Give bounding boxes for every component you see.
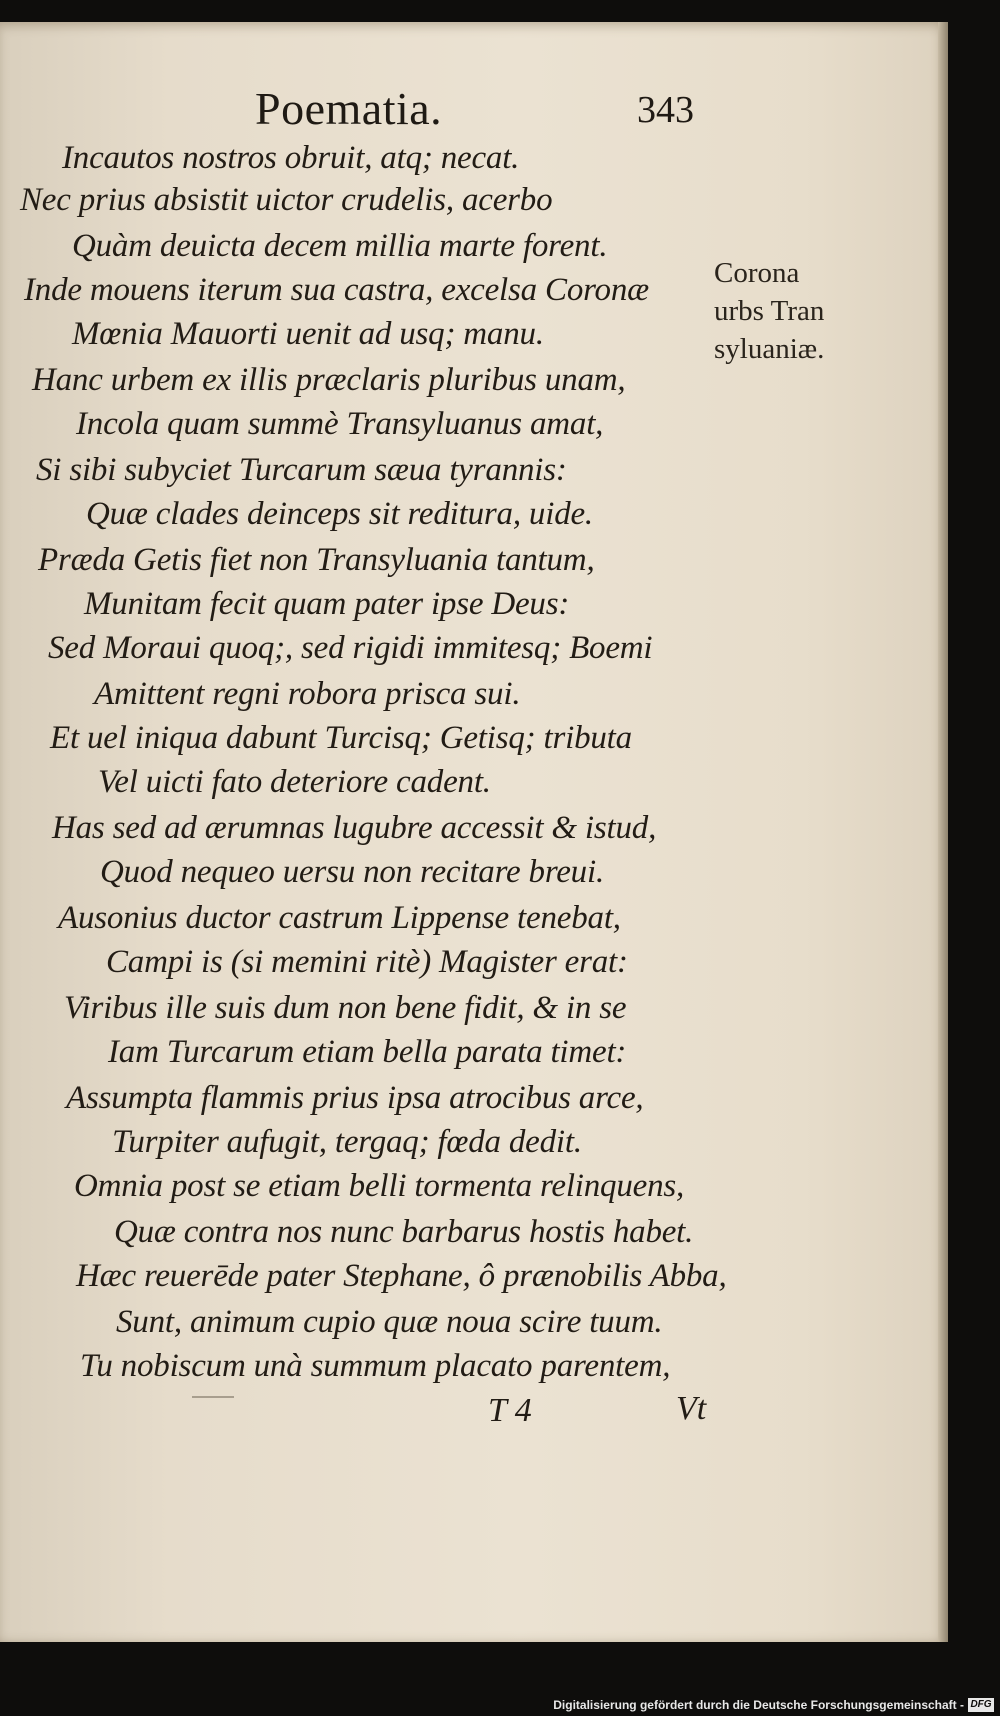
running-title: Poematia.	[255, 83, 443, 134]
verse-line: Has sed ad ærumnas lugubre accessit & istud,	[52, 810, 657, 846]
signature-mark: T 4	[488, 1392, 532, 1429]
verse-line: Hæc reuerēde pater Stephane, ô prænobilis Abba,	[76, 1258, 727, 1294]
verse-line: Mœnia Mauorti uenit ad usq; manu.	[72, 316, 544, 352]
verse-line: Nec prius absistit uictor crudelis, acerbo	[20, 182, 553, 218]
verse-line: Amittent regni robora prisca sui.	[94, 676, 521, 712]
page-number: 343	[637, 89, 694, 131]
verse-line: Sunt, animum cupio quæ noua scire tuum.	[116, 1304, 663, 1340]
verse-line: Quàm deuicta decem millia marte forent.	[72, 228, 608, 264]
verse-line: Et uel iniqua dabunt Turcisq; Getisq; tributa	[50, 720, 632, 756]
catchword: Vt	[676, 1390, 707, 1427]
verse-line: Turpiter aufugit, tergaq; fœda dedit.	[112, 1124, 582, 1160]
verse-line: Quod nequeo uersu non recitare breui.	[100, 854, 605, 890]
verse-line: Si sibi subyciet Turcarum sæua tyrannis:	[36, 452, 567, 488]
verse-line: Assumpta flammis prius ipsa atrocibus arce,	[66, 1080, 644, 1116]
verse-line: Ausonius ductor castrum Lippense tenebat,	[58, 900, 621, 936]
margin-note-line: urbs Tran	[714, 295, 825, 327]
dfg-logo: DFG	[968, 1698, 994, 1712]
verse-line: Incola quam summè Transyluanus amat,	[76, 406, 604, 442]
leaf-edge	[938, 22, 948, 1642]
verse-line: Campi is (si memini ritè) Magister erat:	[106, 944, 628, 980]
verse-line: Hanc urbem ex illis præclaris pluribus unam,	[32, 362, 626, 398]
verse-line: Quæ clades deinceps sit reditura, uide.	[86, 496, 593, 532]
verse-line: Iam Turcarum etiam bella parata timet:	[108, 1034, 627, 1070]
verse-line: Viribus ille suis dum non bene fidit, & in se	[64, 990, 627, 1026]
margin-note-line: syluaniæ.	[714, 333, 825, 365]
verse-line: Sed Moraui quoq;, sed rigidi immitesq; Boemi	[48, 630, 653, 666]
margin-note-line: Corona	[714, 257, 800, 289]
verse-line: Incautos nostros obruit, atq; necat.	[62, 140, 520, 176]
verse-line: Omnia post se etiam belli tormenta relinquens,	[74, 1168, 685, 1204]
ink-smudge	[192, 1396, 234, 1398]
verse-line: Munitam fecit quam pater ipse Deus:	[84, 586, 570, 622]
margin-note	[714, 254, 824, 368]
digitization-credit: Digitalisierung gefördert durch die Deutsche Forschungsgemeinschaft -	[553, 1698, 964, 1712]
verse-line: Vel uicti fato deteriore cadent.	[98, 764, 491, 800]
verse-line: Præda Getis fiet non Transyluania tantum,	[38, 542, 595, 578]
verse-line: Inde mouens iterum sua castra, excelsa Coronæ	[24, 272, 649, 308]
verse-line: Tu nobiscum unà summum placato parentem,	[80, 1348, 671, 1384]
verse-line: Quæ contra nos nunc barbarus hostis habet.	[114, 1214, 694, 1250]
